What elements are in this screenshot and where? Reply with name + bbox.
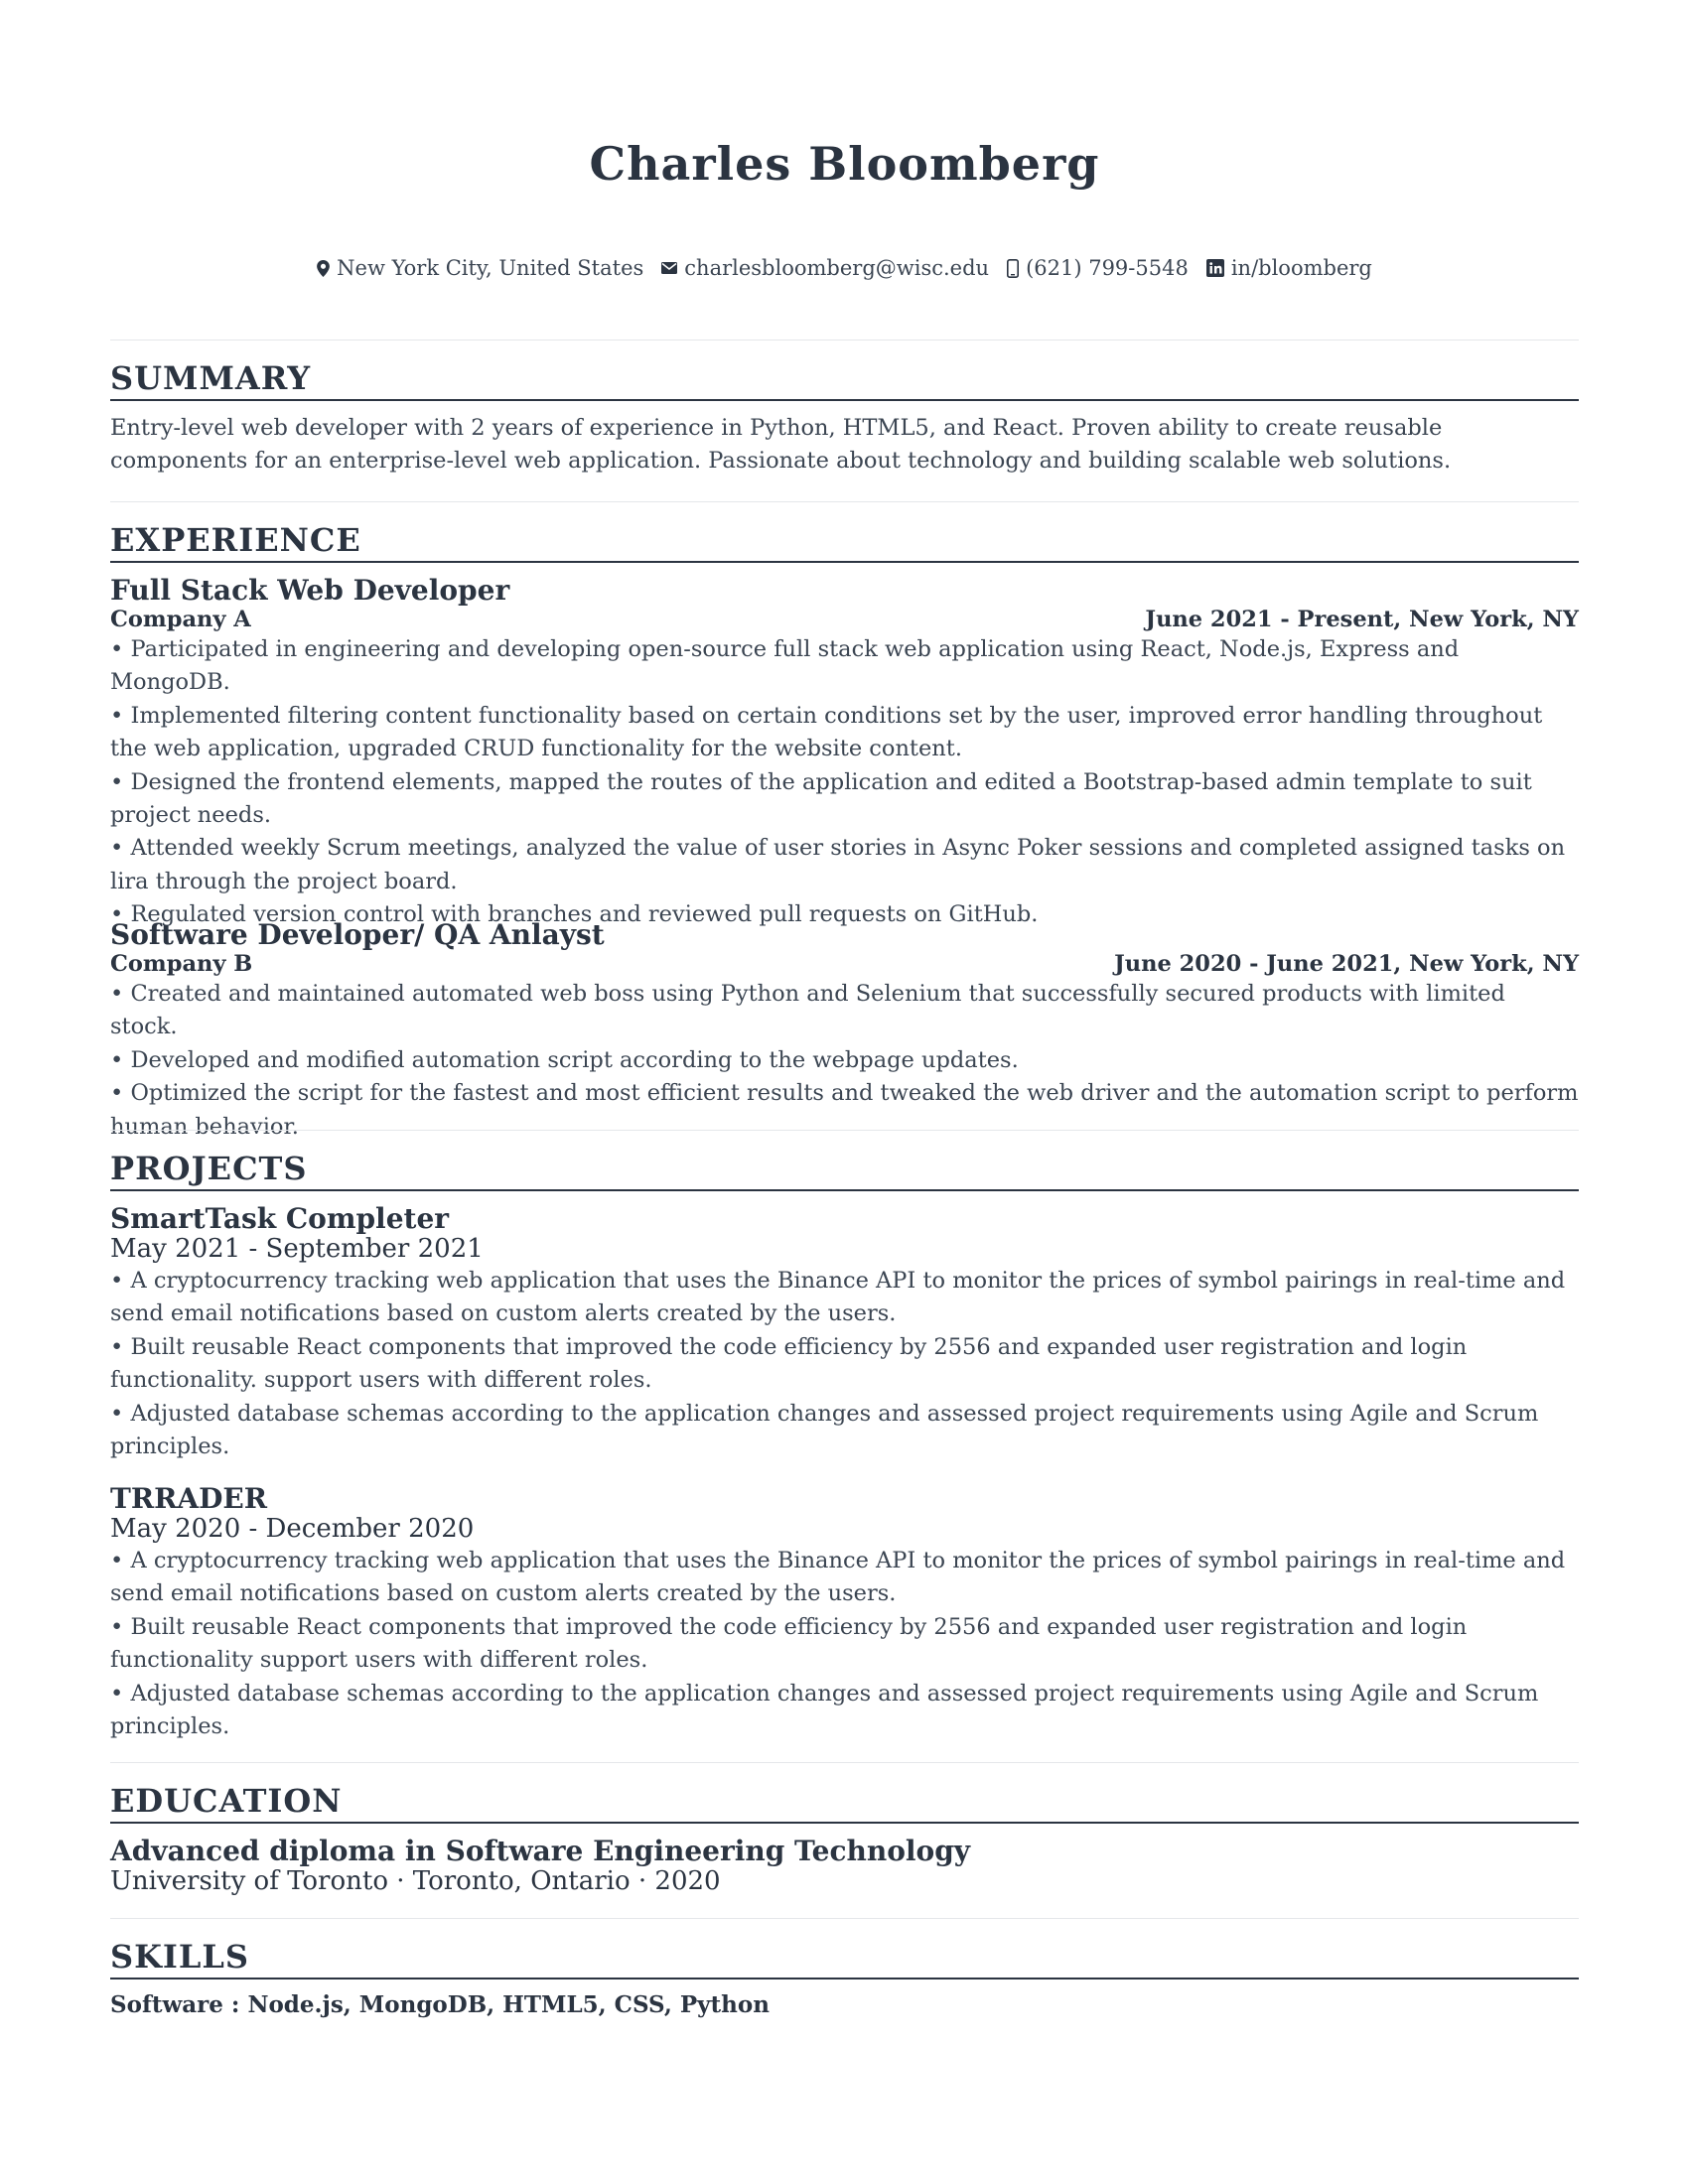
job-dates: June 2021 - Present, New York, NY <box>1145 607 1579 632</box>
divider <box>110 1918 1579 1919</box>
education-school: University of Toronto <box>110 1866 388 1896</box>
divider <box>110 1130 1579 1131</box>
list-item: • Built reusable React components that improved the code efficiency by 2556 and expanded user registration and login functionality. support users with different roles. <box>110 1331 1579 1398</box>
summary-heading: SUMMARY <box>110 359 1579 401</box>
email-icon <box>661 262 677 274</box>
list-item: • A cryptocurrency tracking web application that uses the Binance API to monitor the prices of symbol pairings in real-time and send email notifications based on custom alerts created by the users. <box>110 1265 1579 1331</box>
list-item: • Created and maintained automated web boss using Python and Selenium that successfully secured products with limited stock. <box>110 978 1579 1044</box>
contact-linkedin[interactable] <box>1206 256 1372 280</box>
contact-location <box>317 256 643 280</box>
contact-bar <box>110 256 1579 280</box>
list-item: • Designed the frontend elements, mapped the routes of the application and edited a Bootstrap-based admin template to suit project needs. <box>110 766 1579 833</box>
list-item: • Implemented filtering content functionality based on certain conditions set by the user, improved error handling throughout the web application, upgraded CRUD functionality for the website content. <box>110 700 1579 766</box>
project-title: TRRADER <box>110 1482 267 1515</box>
list-item: • Adjusted database schemas according to the application changes and assessed project requirements using Agile and Scrum principles. <box>110 1398 1579 1464</box>
education-details <box>110 1866 721 1896</box>
list-item: • A cryptocurrency tracking web application that uses the Binance API to monitor the prices of symbol pairings in real-time and send email notifications based on custom alerts created by the users. <box>110 1545 1579 1611</box>
job-company: Company A <box>110 607 251 632</box>
job-company: Company B <box>110 951 253 977</box>
list-item: • Regulated version control with branches and reviewed pull requests on GitHub. <box>110 898 1579 931</box>
job-dates: June 2020 - June 2021, New York, NY <box>1114 951 1579 977</box>
project-title: SmartTask Completer <box>110 1202 450 1235</box>
projects-heading: PROJECTS <box>110 1150 1579 1191</box>
summary-text: Entry-level web developer with 2 years of experience in Python, HTML5, and React. Proven ability to create reusable components for an enterprise-level web application. Passionate about technology and building scalable web solutions. <box>110 415 1452 474</box>
linkedin-icon <box>1206 259 1224 277</box>
phone-icon <box>1007 259 1019 278</box>
phone-text[interactable]: (621) 799-5548 <box>1026 256 1189 280</box>
list-item: • Optimized the script for the fastest and most efficient results and tweaked the web driver and the automation script to perform human behavior. <box>110 1077 1579 1144</box>
job-title: Full Stack Web Developer <box>110 574 510 607</box>
job-meta <box>110 950 1579 978</box>
project-bullets <box>110 1545 1579 1743</box>
list-item: • Attended weekly Scrum meetings, analyzed the value of user stories in Async Poker sessions and completed assigned tasks on lira through the project board. <box>110 832 1579 898</box>
linkedin-text[interactable]: in/bloomberg <box>1230 256 1372 280</box>
project-dates: May 2021 - September 2021 <box>110 1234 484 1264</box>
education-year: 2020 <box>654 1866 721 1896</box>
education-location: Toronto, Ontario <box>412 1866 631 1896</box>
project-bullets <box>110 1265 1579 1463</box>
location-pin-icon <box>317 260 330 277</box>
skills-heading: SKILLS <box>110 1938 1579 1979</box>
list-item: • Built reusable React components that improved the code efficiency by 2556 and expanded user registration and login functionality support users with different roles. <box>110 1611 1579 1678</box>
divider <box>110 1762 1579 1763</box>
list-item: • Participated in engineering and developing open-source full stack web application using React, Node.js, Express and MongoDB. <box>110 633 1579 700</box>
job-title: Software Developer/ QA Anlayst <box>110 918 605 951</box>
list-item: • Developed and modified automation script according to the webpage updates. <box>110 1044 1579 1077</box>
job-bullets <box>110 978 1579 1144</box>
experience-heading: EXPERIENCE <box>110 521 1579 563</box>
job-meta <box>110 606 1579 633</box>
skills-list: Node.js, MongoDB, HTML5, CSS, Python <box>247 1991 770 2018</box>
divider <box>110 340 1579 341</box>
separator-dot: · <box>396 1866 413 1896</box>
project-dates: May 2020 - December 2020 <box>110 1514 475 1544</box>
contact-phone[interactable] <box>1007 256 1189 280</box>
location-text: New York City, United States <box>337 256 644 280</box>
contact-email[interactable] <box>661 256 989 280</box>
education-heading: EDUCATION <box>110 1782 1579 1824</box>
separator-dot: · <box>637 1866 655 1896</box>
divider <box>110 501 1579 502</box>
skills-line <box>110 1990 770 2020</box>
education-degree: Advanced diploma in Software Engineering Technology <box>110 1835 971 1867</box>
skills-label: Software : <box>110 1991 240 2018</box>
candidate-name: Charles Bloomberg <box>589 137 1100 191</box>
list-item: • Adjusted database schemas according to the application changes and assessed project requirements using Agile and Scrum principles. <box>110 1678 1579 1744</box>
email-text[interactable]: charlesbloomberg@wisc.edu <box>684 256 990 280</box>
job-bullets <box>110 633 1579 932</box>
